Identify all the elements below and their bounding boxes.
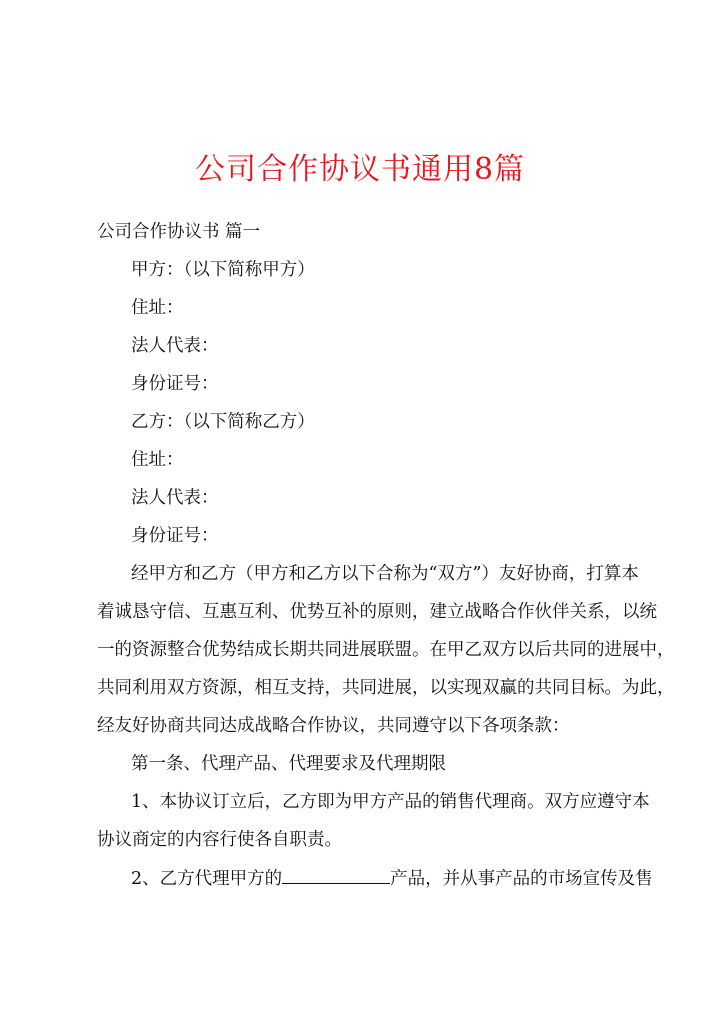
fill-in-blank — [282, 866, 390, 884]
party-a-line: 甲方：（以下简称甲方） — [131, 260, 315, 280]
party-b-legal-rep: 法人代表： — [131, 488, 219, 508]
clause-text-before-blank: 2、乙方代理甲方的 — [131, 869, 283, 889]
article-heading: 第一条、代理产品、代理要求及代理期限 — [131, 754, 446, 774]
party-a-id-number: 身份证号： — [131, 374, 219, 394]
paragraph-line: 一的资源整合优势结成长期共同进展联盟。在甲乙双方以后共同的进展中， — [97, 640, 675, 660]
clause-text-after-blank: 产品，并从事产品的市场宣传及售 — [390, 869, 653, 889]
party-b-address: 住址： — [131, 450, 184, 470]
paragraph-line: 经友好协商共同达成战略合作协议，共同遵守以下各项条款： — [97, 716, 570, 736]
document-title: 公司合作协议书通用8篇 — [194, 152, 526, 187]
clause-line: 1、本协议订立后，乙方即为甲方产品的销售代理商。双方应遵守本 — [131, 792, 650, 812]
paragraph-line: 着诚恳守信、互惠互利、优势互补的原则，建立战略合作伙伴关系，以统 — [97, 602, 657, 622]
party-a-legal-rep: 法人代表： — [131, 336, 219, 356]
clause-line: 协议商定的内容行使各自职责。 — [97, 830, 342, 850]
clause-line — [131, 866, 653, 891]
party-b-id-number: 身份证号： — [131, 526, 219, 546]
section-heading: 公司合作协议书 篇一 — [97, 222, 261, 242]
paragraph-line: 经甲方和乙方（甲方和乙方以下合称为“双方”）友好协商，打算本 — [131, 564, 639, 584]
party-a-address: 住址： — [131, 298, 184, 318]
paragraph-line: 共同利用双方资源，相互支持，共同进展，以实现双赢的共同目标。为此， — [97, 678, 675, 698]
party-b-line: 乙方：（以下简称乙方） — [131, 412, 315, 432]
